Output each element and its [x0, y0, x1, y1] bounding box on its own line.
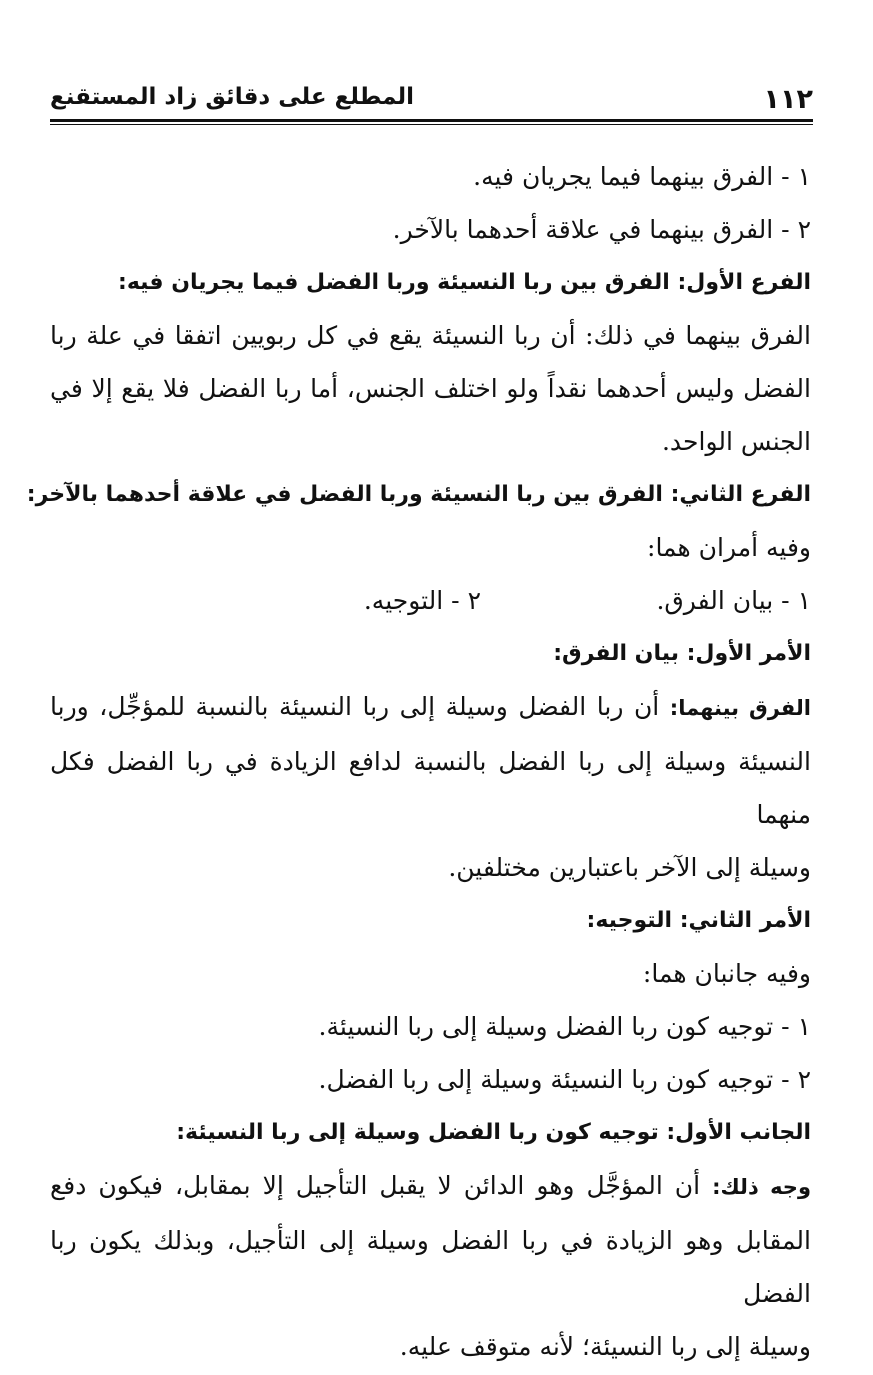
list-item: ١ - بيان الفرق.	[656, 586, 811, 615]
section-heading: الفرع الثاني: الفرق بين ربا النسيئة وربا الفضل في علاقة أحدهما بالآخر:	[26, 482, 811, 507]
section-heading: الجانب الأول: توجيه كون ربا الفضل وسيلة إلى ربا النسيئة:	[176, 1120, 811, 1145]
paragraph-lead: الفرق بينهما:	[669, 696, 811, 720]
paragraph-line: الفرق بينهما في ذلك: أن ربا النسيئة يقع في كل ربويين اتفقا في علة ربا	[50, 321, 811, 350]
paragraph-line: وفيه جانبان هما:	[642, 959, 811, 988]
paragraph-line: وفيه أمران هما:	[647, 533, 811, 562]
page-number: ١١٢	[763, 84, 813, 115]
section-heading: الأمر الأول: بيان الفرق:	[553, 641, 811, 666]
list-item: ٢ - التوجيه.	[363, 586, 481, 615]
header-rule	[50, 119, 813, 122]
running-title: المطلع على دقائق زاد المستقنع	[50, 84, 415, 110]
section-heading: الفرع الأول: الفرق بين ربا النسيئة وربا الفضل فيما يجريان فيه:	[118, 270, 811, 295]
list-item: ٢ - الفرق بينهما في علاقة أحدهما بالآخر.	[392, 215, 811, 244]
paragraph-text: أن المؤجَّل وهو الدائن لا يقبل التأجيل إلا بمقابل، فيكون دفع	[50, 1171, 701, 1200]
section-heading: الأمر الثاني: التوجيه:	[586, 908, 811, 933]
page-body	[26, 150, 811, 1373]
paragraph-line: المقابل وهو الزيادة في ربا الفضل وسيلة إلى التأجيل، وبذلك يكون ربا الفضل	[50, 1226, 811, 1308]
paragraph-line: وسيلة إلى ربا النسيئة؛ لأنه متوقف عليه.	[399, 1332, 811, 1361]
paragraph-line: الجنس الواحد.	[661, 427, 811, 456]
paragraph-line	[50, 1159, 811, 1214]
paragraph-text: أن ربا الفضل وسيلة إلى ربا النسيئة بالنسبة للمؤجِّل، وربا	[50, 692, 660, 721]
header-rule-thin	[50, 124, 813, 125]
paragraph-line: وسيلة إلى الآخر باعتبارين مختلفين.	[448, 853, 811, 882]
paragraph-line: الفضل وليس أحدهما نقداً ولو اختلف الجنس، أما ربا الفضل فلا يقع إلا في	[50, 374, 811, 403]
page-header	[50, 78, 813, 122]
paragraph-line: النسيئة وسيلة إلى ربا الفضل بالنسبة لدافع الزيادة في ربا الفضل فكل منهما	[50, 747, 811, 829]
paragraph-line	[50, 680, 811, 735]
two-column-list	[50, 574, 811, 627]
paragraph-lead: وجه ذلك:	[712, 1175, 811, 1199]
list-item: ١ - الفرق بينهما فيما يجريان فيه.	[473, 162, 811, 191]
list-item: ١ - توجيه كون ربا الفضل وسيلة إلى ربا النسيئة.	[318, 1012, 811, 1041]
list-item: ٢ - توجيه كون ربا النسيئة وسيلة إلى ربا الفضل.	[318, 1065, 811, 1094]
